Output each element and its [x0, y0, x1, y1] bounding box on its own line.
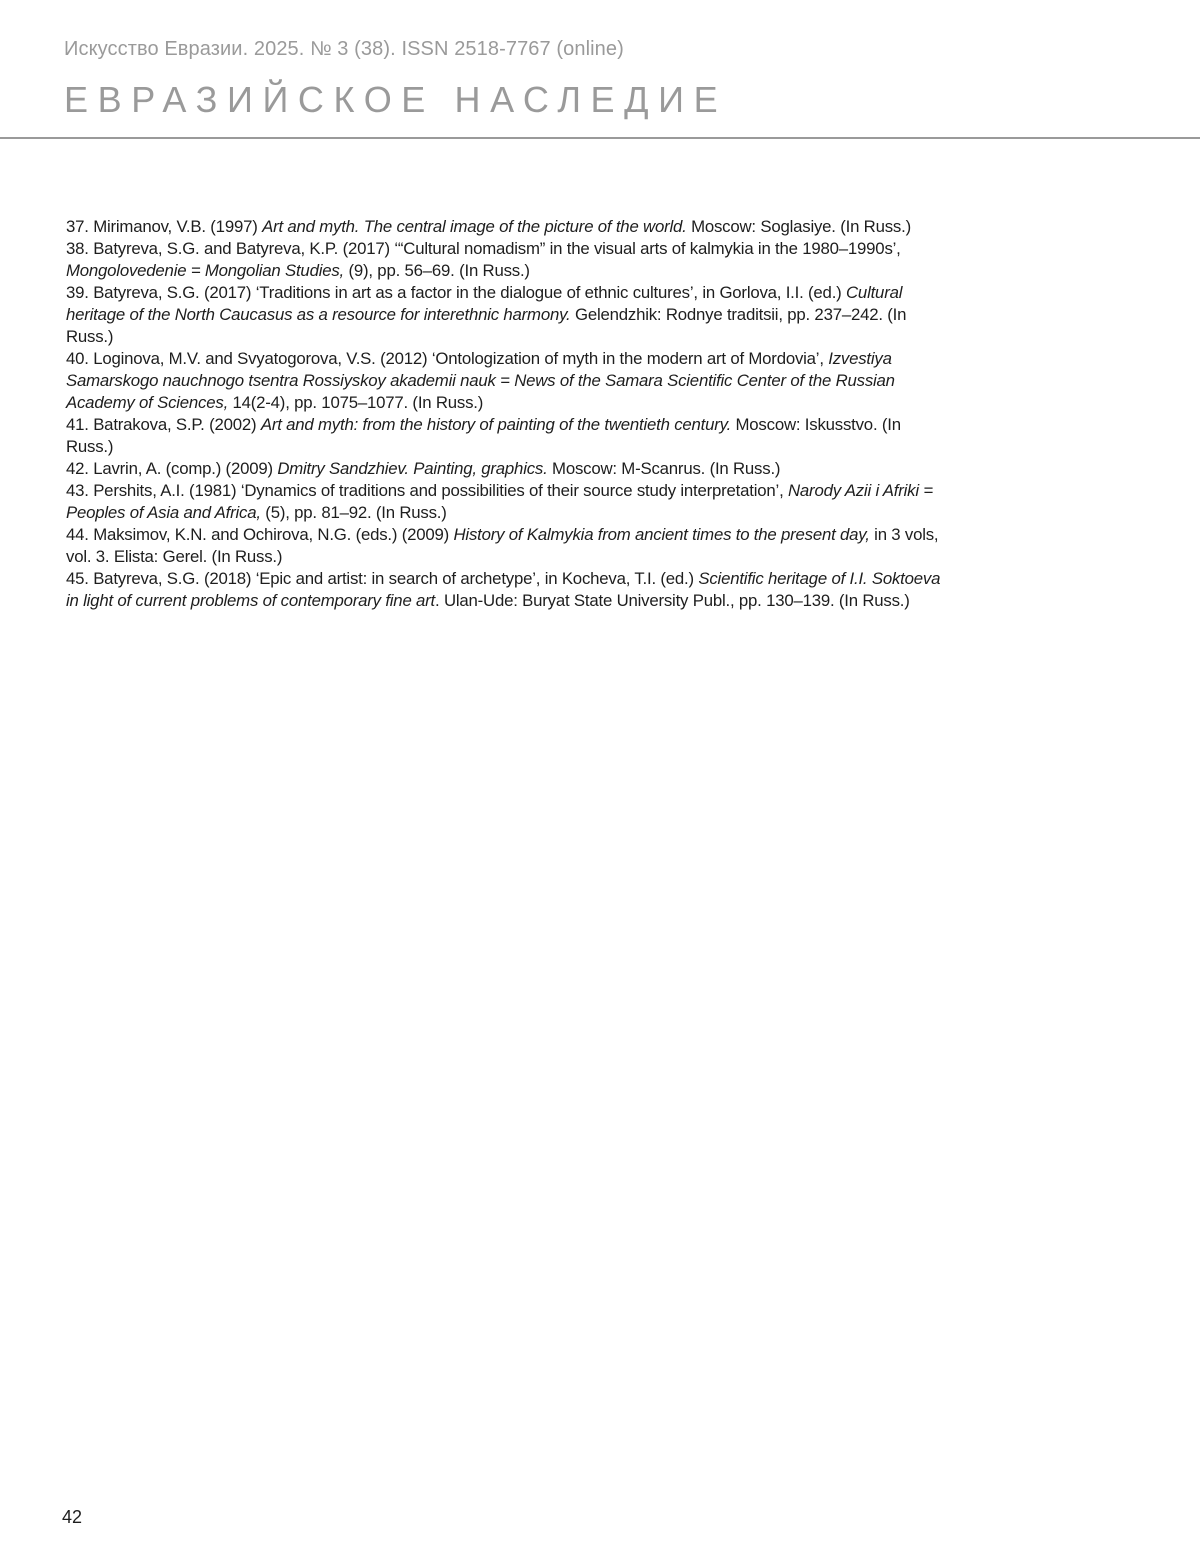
reference-title: Art and myth: from the history of painting of the twentieth century.: [260, 415, 732, 434]
reference-text: Moscow: M-Scanrus. (In Russ.): [547, 459, 781, 478]
reference-text: 42. Lavrin, A. (comp.) (2009): [66, 459, 278, 478]
reference-text: 40. Loginova, M.V. and Svyatogorova, V.S. (2012) ‘Ontologization of myth in the modern art of Mordovia’,: [66, 349, 829, 368]
reference-text: in 3 vols, vol. 3. Elista: Gerel. (In Russ.): [66, 525, 939, 566]
reference-text: 41. Batrakova, S.P. (2002): [66, 415, 261, 434]
reference-title: Dmitry Sandzhiev. Painting, graphics.: [277, 459, 548, 478]
section-title: ЕВРАЗИЙСКОЕ НАСЛЕДИЕ: [64, 79, 728, 120]
reference-text: 37. Mirimanov, V.B. (1997): [66, 217, 263, 236]
journal-citation: Искусство Евразии. 2025. № 3 (38). ISSN 2518-7767 (online): [64, 38, 624, 60]
reference-list: [66, 216, 951, 612]
header-divider: [0, 137, 1200, 139]
reference-title: Mongolovedenie = Mongolian Studies,: [66, 261, 345, 280]
reference-title: History of Kalmykia from ancient times to the present day,: [453, 525, 870, 544]
reference-text: 38. Batyreva, S.G. and Batyreva, K.P. (2017) ‘“Cultural nomadism” in the visual arts of kalmykia in the 1980–1990s’,: [66, 239, 901, 258]
reference-item-39: [66, 282, 951, 348]
reference-item-44: [66, 524, 951, 568]
reference-text: . Ulan-Ude: Buryat State University Publ., pp. 130–139. (In Russ.): [435, 591, 910, 610]
reference-item-41: [66, 414, 951, 458]
reference-title: Art and myth. The central image of the picture of the world.: [262, 217, 687, 236]
reference-text: (5), pp. 81–92. (In Russ.): [260, 503, 447, 522]
reference-text: Moscow: Iskusstvo. (In Russ.): [66, 415, 901, 456]
reference-item-37: [66, 216, 951, 238]
reference-title: Izvestiya Samarskogo nauchnogo tsentra Rossiyskoy akademii nauk = News of the Samara Scientific Center of the Russian Academy of Sciences,: [66, 349, 895, 412]
reference-title: Scientific heritage of I.I. Soktoeva in light of current problems of contemporary fine art: [66, 569, 941, 610]
reference-text: Gelendzhik: Rodnye traditsii, pp. 237–242. (In Russ.): [66, 305, 907, 346]
reference-text: 14(2-4), pp. 1075–1077. (In Russ.): [228, 393, 484, 412]
reference-text: 45. Batyreva, S.G. (2018) ‘Epic and artist: in search of archetype’, in Kocheva, T.I. (ed.): [66, 569, 699, 588]
reference-text: 39. Batyreva, S.G. (2017) ‘Traditions in art as a factor in the dialogue of ethnic cultures’, in Gorlova, I.I. (ed.): [66, 283, 847, 302]
reference-text: 43. Pershits, A.I. (1981) ‘Dynamics of traditions and possibilities of their source study interpretation’,: [66, 481, 788, 500]
reference-item-45: [66, 568, 951, 612]
reference-text: 44. Maksimov, K.N. and Ochirova, N.G. (eds.) (2009): [66, 525, 454, 544]
reference-text: Moscow: Soglasiye. (In Russ.): [686, 217, 911, 236]
reference-item-43: [66, 480, 951, 524]
reference-text: (9), pp. 56–69. (In Russ.): [344, 261, 530, 280]
reference-item-38: [66, 238, 951, 282]
reference-item-42: [66, 458, 951, 480]
reference-item-40: [66, 348, 951, 414]
reference-title: Cultural heritage of the North Caucasus as a resource for interethnic harmony.: [66, 283, 903, 324]
page-number: 42: [62, 1507, 83, 1527]
reference-title: Narody Azii i Afriki = Peoples of Asia and Africa,: [66, 481, 933, 522]
